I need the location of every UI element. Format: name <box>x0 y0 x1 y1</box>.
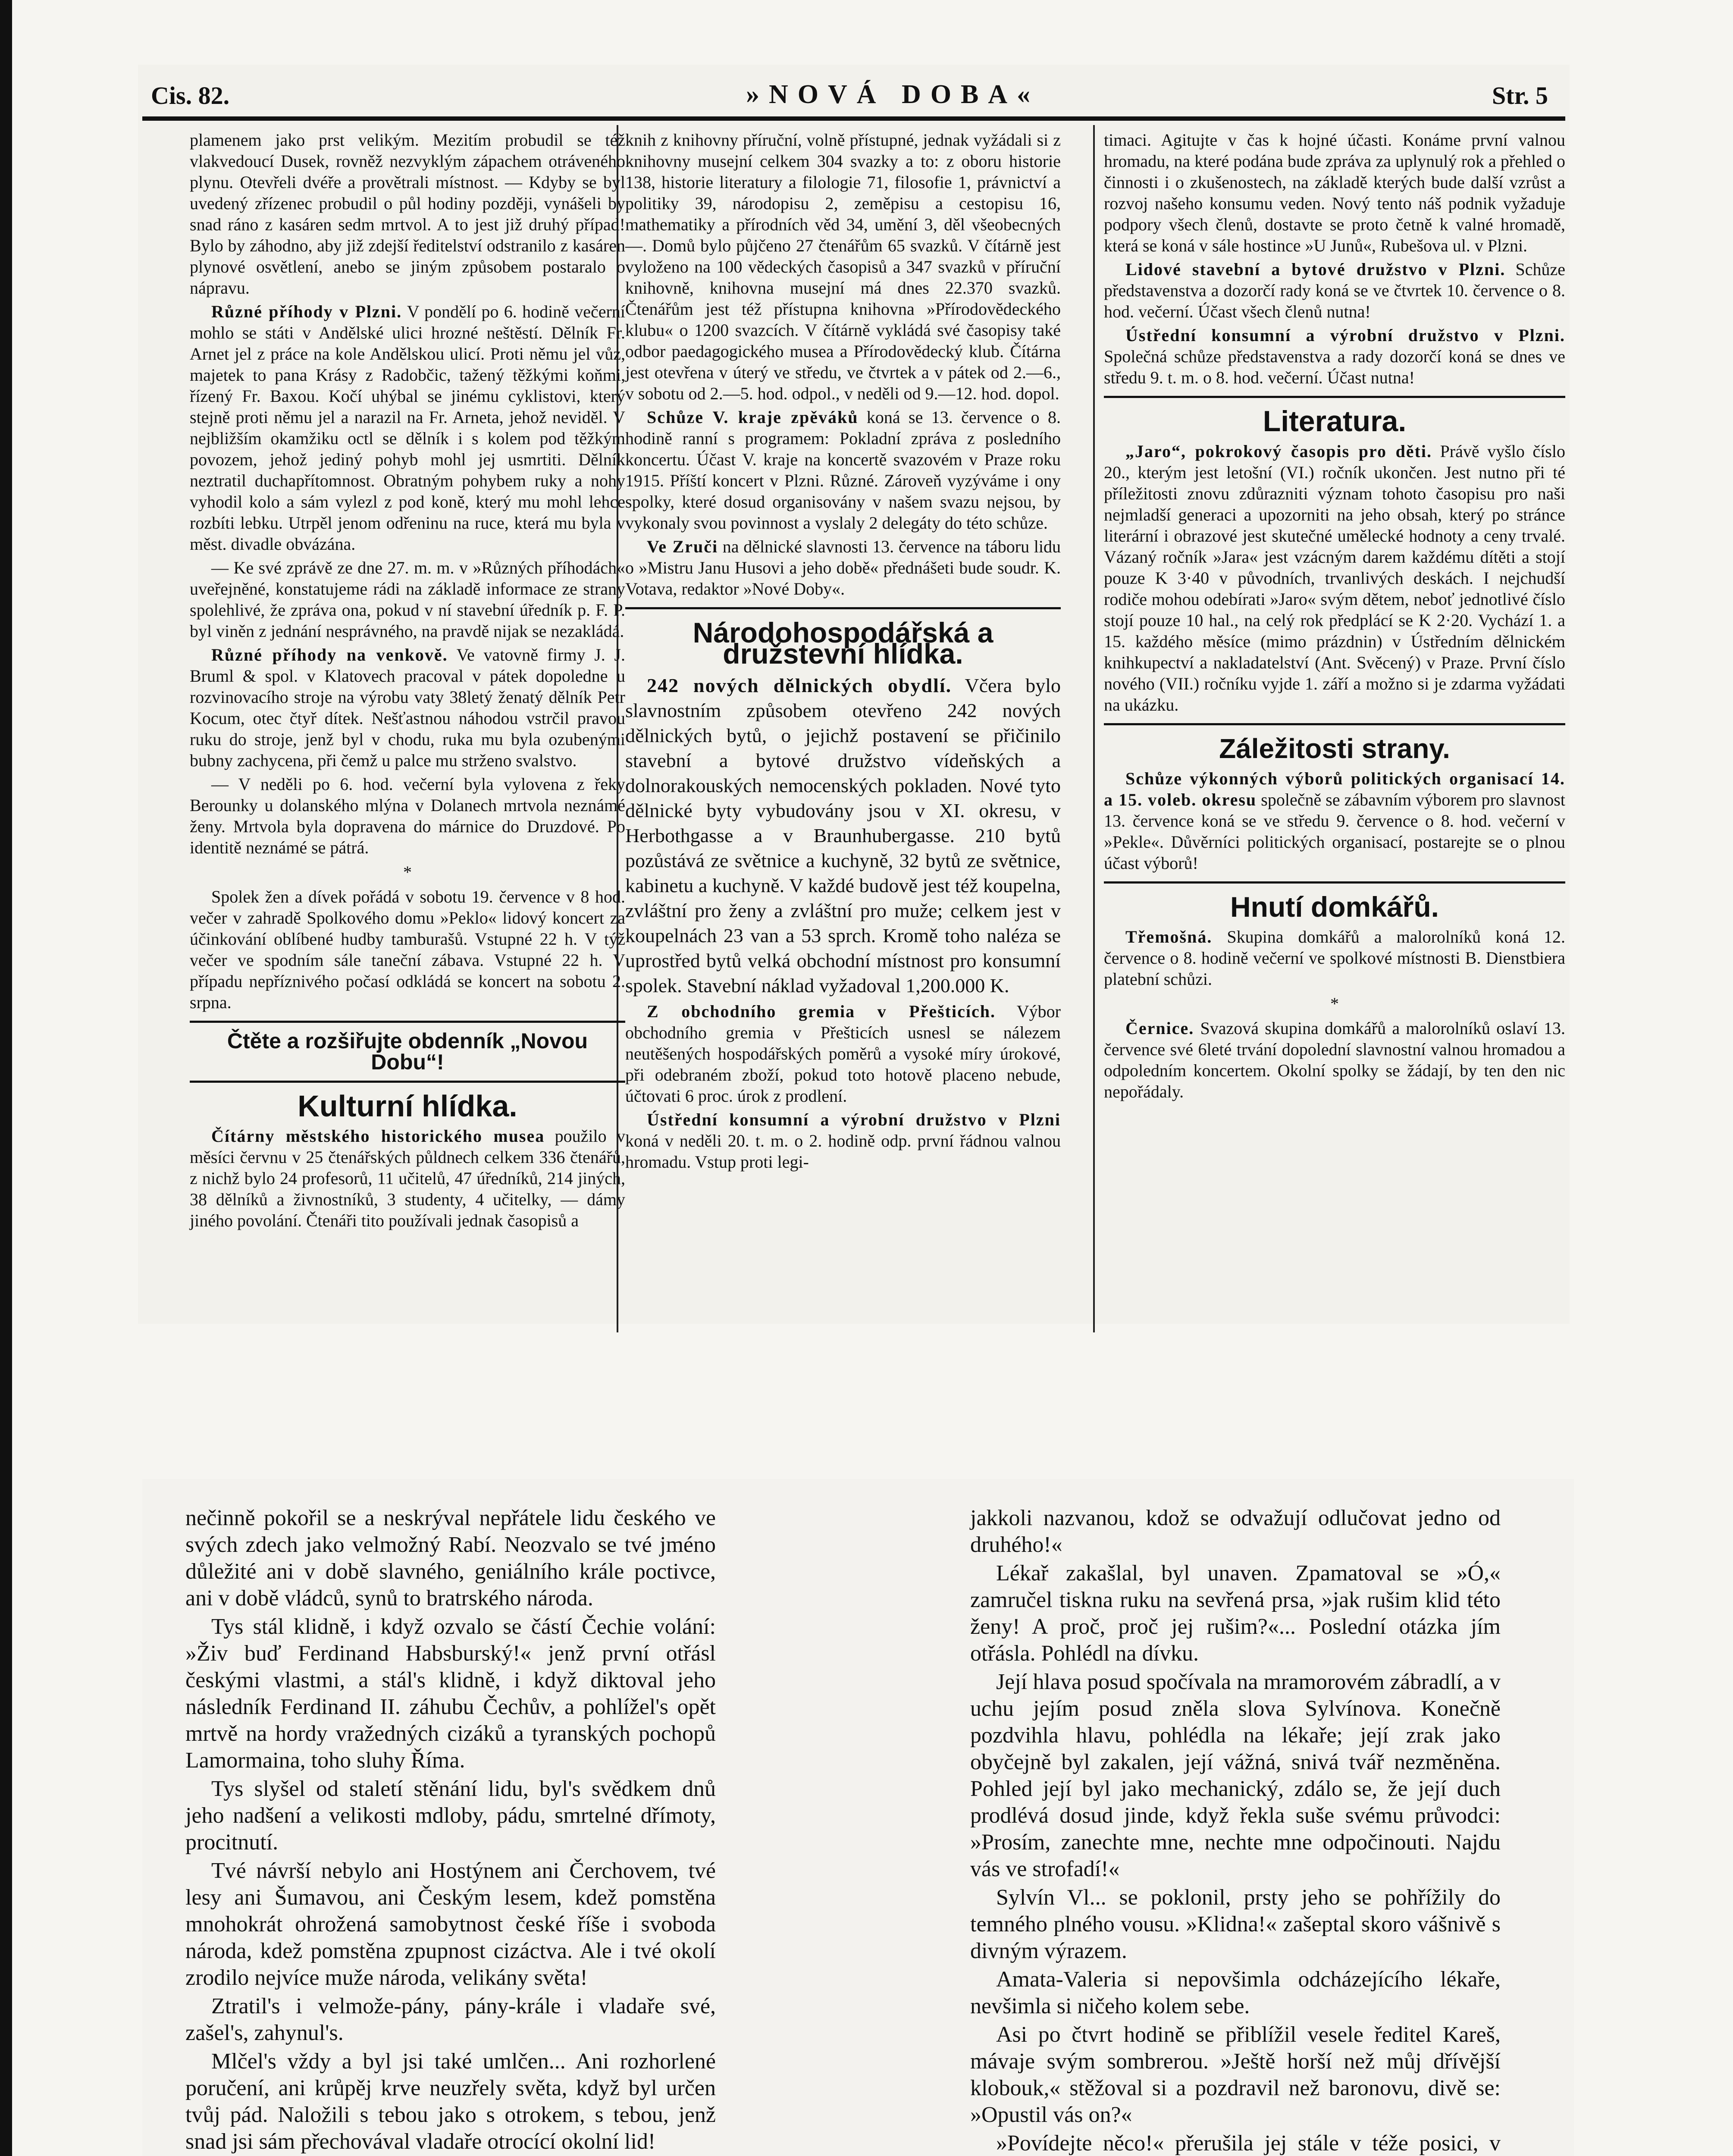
section-title: Národohospodářská a družstevní hlídka. <box>693 617 993 670</box>
paragraph-text: Včera bylo slavnostním způsobem otevřeno 242 nových dělnických bytů, o jejichž postavení se přičinilo stavební a bytové družstvo vídeňských a dolnorakouských nemocenských pokladen. Nové tyto dělnické byty vybudovány jsou v XI. okresu, v Herbothgasse a v Braunhubergasse. 210 bytů pozůstává ze světnice a kuchyně, 32 bytů ze světnice, kabinetu a kuchyně. V každé budově jest též koupelna, zvláštní pro ženy a zvláštní pro muže; celkem jest v koupelnách 23 van a 53 sprch. Kromě toho naléza se uprostřed bytů velká obchodní místnost pro konsumní spolek. Stavební náklad vyžadoval 1,200.000 K. <box>625 674 1061 997</box>
column-3 <box>1104 129 1565 1105</box>
paragraph: Asi po čtvrt hodině se přiblížil vesele ředitel Kareš, mávaje svým sombrerou. »Ještě horší než můj dřívější klobouk,« stěžoval si a pozdravil než baronovu, divě se: »Opustil vás on?« <box>970 2022 1501 2127</box>
separator-star: * <box>1330 994 1339 1013</box>
section-heading: Ústřední konsumní a výrobní družstvo v Plzni. <box>1125 326 1565 345</box>
paragraph-text: Právě vyšlo číslo 20., kterým jest letošní (VI.) ročník ukončen. Jest nutno při té příležitosti znovu zdůrazniti význam tohoto časopisu pro naši nejmladší generaci a upozorniti na jeho obsah, který po stránce literární i obrazové jest skutečné umělecké hodnoty a ceny trvalé. Vázaný ročník »Jara« jest vzácným darem každému dítěti a stojí pouze K 3·40 v původních, trvanlivých deskách. I nejchudší rodiče mohou odebírati »Jaro« svým dětem, neboť jednotlivé číslo stojí pouze 10 hal., na celý rok předplácí se K 2·20. Vychází 1. a 15. každého měsíce (mimo prázdnin) v Ústředním dělnickém knihkupectví a nakladatelství (Ant. Svěcený) v Praze. První číslo nového (VII.) ročníku vyjde 1. září a možno si je zdarma vyžádati na ukázku. <box>1104 442 1565 714</box>
section-title: Záležitosti strany. <box>1219 733 1450 764</box>
paragraph-text: koná se 13. července o 8. hodině ranní s programem: Pokladní zpráva z posledního koncertu. Účast V. kraje na koncertě svazovém v Praze roku 1915. Příští koncert v Plzni. Různé. Zároveň vyzýváme i ony spolky, které dosud organisovány v našem svazu nejsou, by vykonaly svou povinnost a vyslaly 2 delegáty do této schůze. <box>625 407 1061 533</box>
divider <box>1104 881 1565 884</box>
section-title: Literatura. <box>1263 405 1407 438</box>
section-heading: „Jaro“, pokrokový časopis pro děti. <box>1125 442 1432 461</box>
section-heading: Černice. <box>1125 1018 1194 1038</box>
header-rule <box>142 116 1565 121</box>
paragraph: Amata-Valeria si nepovšimla odcházejícího lékaře, nevšimla si ničeho kolem sebe. <box>970 1967 1501 2018</box>
paragraph <box>1104 325 1565 388</box>
paragraph: knih z knihovny příruční, volně přístupné, jednak vyžádali si z knihovny musejní celkem 304 svazky a to: z oboru historie 138, historie literatury a filologie 71, filosofie 1, právnictví a politiky 39, národopisu 2, zeměpisu a cestopisu 16, mathematiky a přírodních věd 34, umění 3, děl všeobecných —. Domů bylo půjčeno 27 čtenářům 65 svazků. V čítárně jest vyloženo na 100 vědeckých časopisů a 347 svazků v příruční knihovně, knihovna musejní má dnes 22.370 svazků. Čtenářům jest též přístupna knihovna »Přírodovědeckého klubu« o 1200 svazcích. V čítárně vykládá své časopisy také odbor paedagogického musea a Přírodovědecký klub. Čítárna jest otevřena v úterý ve středu, ve čtvrtek a v pátek od 2.—6., v sobotu od 2.—5. hod. odpol., v neděli od 9.—12. hod. dopol. <box>625 130 1061 403</box>
paragraph: Tvé návrší nebylo ani Hostýnem ani Čerchovem, tvé lesy ani Šumavou, ani Českým lesem, kdež pomstěna mnohokrát ohrožená samobytnost české říše i svoboda národa, kdež pomstěna zpupnost cizáctva. Ale i tvé okolí zrodilo nejvíce muže národa, velikány světa! <box>185 1858 716 1990</box>
paragraph <box>625 536 1061 599</box>
page-header <box>142 78 1565 112</box>
masthead-title: »NOVÁ DOBA« <box>746 80 1040 109</box>
paragraph: — V neděli po 6. hod. večerní byla vylovena z řeky Berounky u dolanského mlýna v Dolanech mrtvola neznámé ženy. Mrtvola byla dopravena do márnice do Druzdové. Po identitě neznámé se pátrá. <box>190 774 625 857</box>
section-title: Kulturní hlídka. <box>298 1089 517 1123</box>
paragraph: jakkoli nazvanou, kdož se odvažují odlučovat jedno od druhého!« <box>970 1506 1501 1557</box>
paragraph-text: V pondělí po 6. hodině večerní mohlo se státi v Andělské ulici hrozné neštěstí. Dělník Fr. Arnet jel z práce na kole Andělskou ulicí. Proti němu jel vůz, majetek to pana Krásy z Radobčic, tažený těžkými koňmi, řízený Fr. Baxou. Kočí uhýbal se jinému cyklistovi, který stejně proti němu jel a narazil na Fr. Arneta, jehož neviděl. V nejbližším okamžiku octl se dělník i s kolem pod těžkým povozem, jehož jediný pohyb mohl jej usmrtiti. Dělník neztratil duchapřítomnost. Obratným pohybem ruky a nohy vyhodil kolo a sám vylezl z pod koně, který mu mohl lehce rozbíti lebku. Utrpěl jenom odřeninu na ruce, která mu byla v měst. divadle obvázána. <box>190 302 625 554</box>
section-heading: Ústřední konsumní a výrobní družstvo v Plzni <box>647 1110 1061 1129</box>
section-heading: Třemošná. <box>1125 927 1213 946</box>
paragraph: Spolek žen a dívek pořádá v sobotu 19. července v 8 hod. večer v zahradě Spolkového domu »Peklo« lidový koncert za účinkování oblíbené hudby tamburašů. Vstupné 22 h. V týž večer ve spodním sále taneční zábava. Vstupné 22 h. V případu nepříznivého počasí odkládá se koncert na sobotu 2. srpna. <box>190 887 625 1012</box>
paragraph <box>1104 441 1565 715</box>
paragraph-text: koná v neděli 20. t. m. o 2. hodině odp. první řádnou valnou hromadu. Vstup proti legi- <box>625 1131 1061 1172</box>
paragraph <box>190 1125 625 1231</box>
paragraph <box>1104 259 1565 322</box>
divider <box>190 1081 625 1083</box>
paragraph: Sylvín Vl... se poklonil, prsty jeho se pohřížily do temného plného vousu. »Klidna!« zašeptal skoro vášnivě s divným výrazem. <box>970 1885 1501 1963</box>
paragraph: timaci. Agitujte v čas k hojné účasti. Konáme první valnou hromadu, na které podána bude zpráva za uplynulý rok a přehled o činnosti i o zkušenostech, na základě kterých bude další vzrůst a rozvoj našeho konsumu veden. Nový tento náš podnik vyžaduje podpory všech členů, dostavte se proto četně k valné hromadě, která se koná v sále hostince »U Junů«, Rubešova ul. v Plzni. <box>1104 130 1565 255</box>
divider <box>625 607 1061 609</box>
issue-number: Cis. 82. <box>151 81 230 110</box>
section-heading: Ve Zruči <box>647 537 718 556</box>
paragraph: Ztratil's i velmože-pány, pány-krále i vladaře své, zašel's, zahynul's. <box>185 1994 716 2045</box>
section-heading: Různé příhody na venkově. <box>211 645 448 664</box>
section-title: Hnutí domkářů. <box>1230 891 1439 923</box>
section-heading: Různé příhody v Plzni. <box>211 302 402 321</box>
column-2 <box>625 129 1061 1175</box>
paragraph <box>190 644 625 771</box>
divider <box>190 1021 625 1023</box>
paragraph-text: společně se zábavním výborem pro slavnost 13. července koná se ve středu 9. července o 8. hod. večerní v »Pekle«. Důvěrníci politických organisací, postarejte se o plnou účast výborů! <box>1104 790 1566 873</box>
subscription-callout: Čtěte a rozšiřujte obdenník „Novou Dobu“! <box>227 1029 588 1074</box>
paragraph <box>1104 768 1565 874</box>
section-heading: Čítárny městského historického musea <box>211 1126 545 1146</box>
paragraph: nečinně pokořil se a neskrýval nepřátele lidu českého ve svých zdech jako velmožný Rabí. Neozvalo se tvé jméno důležité ani v době slavného, geniálního krále poctivce, ani v době vládců, synů to bratrského národa. <box>185 1506 716 1611</box>
paragraph <box>1104 926 1565 990</box>
paragraph <box>190 301 625 555</box>
paragraph-text: Svazová skupina domkářů a malorolníků oslaví 13. července své 6leté trvání dopolední slavnostní valnou hromadou a odpoledním koncertem. Okolní spolky se žádají, by ten den nic nepořádaly. <box>1104 1018 1566 1101</box>
separator-star: * <box>403 862 412 882</box>
paragraph: Tys stál klidně, i když ozvalo se částí Čechie volání: »Živ buď Ferdinand Habsburský!« jenž první otřásl českými vlastmi, a stál's klidně, i když diktoval jeho následník Ferdinand II. záhubu Čechův, a pohlížel's opět mrtvě na hordy vražedných cizáků a tyranských pochopů Lamormaina, toho sluhy Říma. <box>185 1614 716 1773</box>
paragraph: Mlčel's vždy a byl jsi také umlčen... Ani rozhorlené poručení, ani krůpěj krve neuzřely světa, když byl určen tvůj pád. Naložili s tebou jako s otrokem, s tebou, jenž snad jsi sám přechovával vladaře otrocící okolní lid! <box>185 2049 716 2154</box>
paragraph <box>625 1109 1061 1172</box>
section-heading: Schůze V. kraje zpěváků <box>647 407 859 427</box>
paragraph-text: Společná schůze představenstva a rady dozorčí koná se dnes ve středu 9. t. m. o 8. hod. večerní. Účast nutna! <box>1104 347 1565 387</box>
section-heading: 242 nových dělnických obydlí. <box>647 674 952 696</box>
page-number: Str. 5 <box>1492 81 1548 110</box>
paragraph <box>625 407 1061 533</box>
paragraph <box>1104 1018 1565 1102</box>
book-left-page <box>185 1505 716 2156</box>
divider <box>1104 396 1565 398</box>
paragraph: — Ke své zprávě ze dne 27. m. m. v »Různých příhodách« uveřejněné, konstatujeme rádi na základě informace ze strany spolehlivé, že zpráva ona, pokud v ní stavební úředník p. F. P. byl viněn z jednání nesprávného, na pravdě nijak se nezakládá. <box>190 558 625 641</box>
paragraph: plamenem jako prst velikým. Mezitím probudil se též vlakvedoucí Dusek, rovněž nezvyklým zápachem otráveného plynu. Otevřeli dvéře a provětrali místnost. — Kdyby se byl uvedený zřízenec probudil o půl hodiny později, vynášeli by snad ráno z kasáren sedm mrtvol. A to jest již druhý případ! Bylo by záhodno, aby již zdejší ředitelství odstranilo z kasáren plynové osvětlení, anebo se jiným způsobem postaralo o nápravu. <box>190 130 625 298</box>
paragraph: »Povídejte něco!« přerušila jej stále v téže posici, v <box>996 2131 1501 2156</box>
paragraph-text: použilo v měsíci červnu v 25 čtenářských půldnech celkem 336 čtenářů, z nichž bylo 24 profesorů, 11 učitelů, 47 úředníků, 214 jiných, 38 dělníků a živnostníků, 3 studenty, 4 učitelky, — dámy jiného povolání. Čtenáři tito používali jednak časopisů a <box>190 1126 626 1230</box>
paragraph <box>625 673 1061 998</box>
paragraph-text: Ve vatovně firmy J. J. Bruml & spol. v Klatovech pracoval v pátek dopoledne u rozvinovacího stroje na výrobu vaty 38letý ženatý dělník Petr Kocum, otec čtyř dítek. Nešťastnou náhodou vstrčil pravou ruku do stroje, jenž byl v chodu, ruka mu byla ozubenými bubny zachycena, při čemž u palce mu strženo svalstvo. <box>190 645 625 770</box>
paragraph: Lékař zakašlal, byl unaven. Zpamatoval se »Ó,« zamručel tiskna ruku na sevřená prsa, »jak rušim klid této ženy! A proč, proč jej rušim?«... Poslední otázka jím otřásla. Pohlédl na dívku. <box>970 1561 1501 1666</box>
divider <box>1104 723 1565 725</box>
column-1 <box>190 129 625 1234</box>
scan-edge <box>0 0 12 2156</box>
section-heading: Lidové stavební a bytové družstvo v Plzni. <box>1125 260 1506 279</box>
paragraph-text: Výbor obchodního gremia v Přešticích usnesl se nálezem neutěšených hospodářských poměrů a vysoké míry úrokové, při odebraném zboží, pokud toto hotově placeno nebude, účtovati 6 proc. úrok z prodlení. <box>625 1002 1061 1106</box>
paragraph-text: na dělnické slavnosti 13. července na táboru lidu o »Mistru Janu Husovi a jeho době« přednášeti bude soudr. K. Votava, redaktor »Nové Doby«. <box>625 537 1061 599</box>
paragraph <box>625 1001 1061 1106</box>
paragraph: Tys slyšel od staletí stěnání lidu, byl's svědkem dnů jeho nadšení a velikosti mdloby, pádu, smrtelné dřímoty, procitnutí. <box>185 1777 716 1855</box>
paragraph-text: Skupina domkářů a malorolníků koná 12. července o 8. hodině večerní ve spolkové místnosti B. Dienstbiera platební schůzi. <box>1104 927 1565 989</box>
section-heading: Z obchodního gremia v Přešticích. <box>647 1002 996 1021</box>
paragraph-text: Schůze představenstva a dozorčí rady koná se ve čtvrtek 10. července o 8. hod. večerní. Účast všech členů nutna! <box>1104 260 1566 321</box>
section-heading: Schůze výkonných výborů politických organisací 14. a 15. voleb. okresu <box>1104 769 1565 809</box>
paragraph: Její hlava posud spočívala na mramorovém zábradlí, a v uchu jejím posud zněla slova Sylvínova. Konečně pozdvihla hlavu, pohlédla na lékaře; její zrak jako obyčejně byl zakalen, její vážná, snivá tvář nezměněna. Pohled její byl jako mechanický, zdálo se, že její duch prodlévá dosud jinde, když řekla suše svému průvodci: »Prosím, zanechte mne, nechte mne odpočinouti. Najdu vás ve strofadí!« <box>970 1670 1501 1881</box>
column-rule <box>1093 125 1095 1332</box>
book-right-page <box>970 1505 1501 2156</box>
